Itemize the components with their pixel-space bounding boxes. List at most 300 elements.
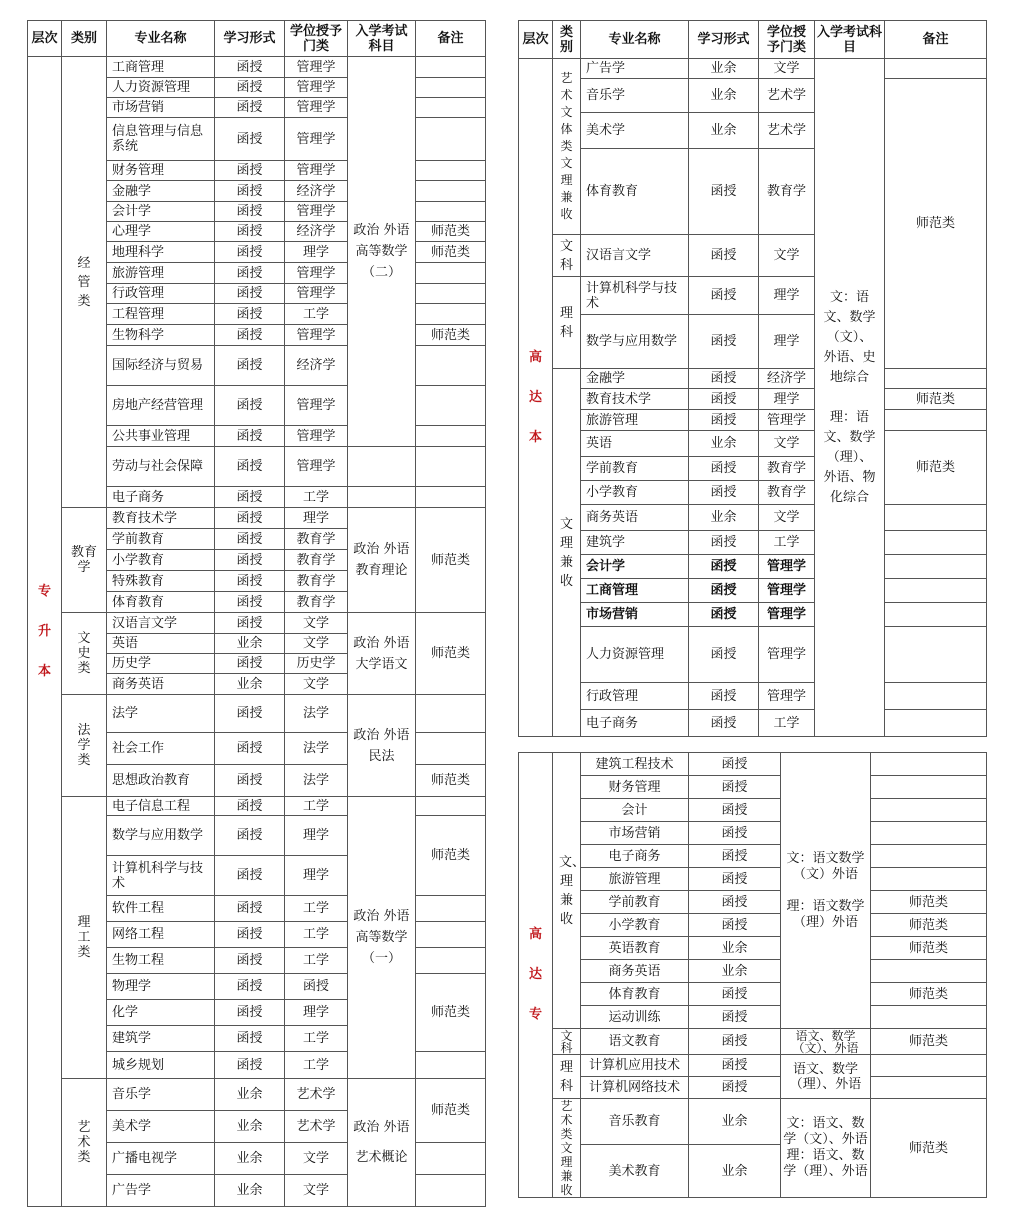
study-form: 函授 <box>689 315 759 369</box>
header-cell: 入学考试科目 <box>348 21 416 57</box>
major-name: 电子商务 <box>581 845 689 868</box>
major-name: 行政管理 <box>107 284 215 304</box>
study-form: 函授 <box>215 797 285 816</box>
study-form: 函授 <box>689 555 759 579</box>
category-label: 文史类 <box>62 613 107 695</box>
note: 师范类 <box>885 431 987 505</box>
degree-type: 管理学 <box>285 263 348 284</box>
study-form: 函授 <box>689 822 781 845</box>
table-row <box>519 505 987 531</box>
note: 师范类 <box>416 613 486 695</box>
major-name: 广播电视学 <box>107 1143 215 1175</box>
note <box>885 555 987 579</box>
degree-type: 管理学 <box>285 386 348 426</box>
major-name: 商务英语 <box>107 674 215 695</box>
degree-type: 文学 <box>285 634 348 654</box>
exam-subjects: 政治 外语 大学语文 <box>348 613 416 695</box>
table-row <box>519 1055 987 1077</box>
study-form: 业余 <box>689 1145 781 1198</box>
note <box>416 733 486 765</box>
note <box>416 346 486 386</box>
major-name: 财务管理 <box>107 161 215 181</box>
degree-type: 管理学 <box>285 202 348 222</box>
note <box>885 710 987 737</box>
note <box>885 531 987 555</box>
header-cell: 备注 <box>416 21 486 57</box>
study-form: 函授 <box>215 613 285 634</box>
study-form: 函授 <box>689 603 759 627</box>
study-form: 函授 <box>689 753 781 776</box>
major-name: 学前教育 <box>581 891 689 914</box>
study-form: 函授 <box>689 1055 781 1077</box>
note: 师范类 <box>871 891 987 914</box>
degree-type: 管理学 <box>285 57 348 78</box>
note <box>871 1077 987 1099</box>
major-name: 会计 <box>581 799 689 822</box>
study-form: 函授 <box>215 1052 285 1079</box>
note <box>416 78 486 98</box>
category-label: 法学类 <box>62 695 107 797</box>
category-label: 文理兼收 <box>553 369 581 737</box>
study-form: 函授 <box>215 98 285 118</box>
major-name: 金融学 <box>581 369 689 389</box>
degree-type: 理学 <box>285 508 348 529</box>
study-form: 函授 <box>215 550 285 571</box>
note <box>871 845 987 868</box>
note <box>416 896 486 922</box>
level-label: 专升本 <box>28 57 62 1207</box>
major-name: 小学教育 <box>581 481 689 505</box>
study-form: 业余 <box>689 1099 781 1145</box>
degree-type: 函授 <box>285 974 348 1000</box>
exam-subjects: 政治 外语 高等数学（二） <box>348 57 416 447</box>
study-form: 函授 <box>215 242 285 263</box>
degree-type: 法学 <box>285 765 348 797</box>
header-cell: 专业名称 <box>581 21 689 59</box>
note <box>416 386 486 426</box>
major-name: 会计学 <box>107 202 215 222</box>
major-name: 公共事业管理 <box>107 426 215 447</box>
table-zhuanshengben <box>27 20 486 1207</box>
category-label: 教育学 <box>62 508 107 613</box>
study-form: 函授 <box>215 222 285 242</box>
study-form: 函授 <box>689 710 759 737</box>
major-name: 音乐教育 <box>581 1099 689 1145</box>
study-form: 函授 <box>215 765 285 797</box>
study-form: 函授 <box>689 683 759 710</box>
exam-subjects: 政治 外语 高等数学（一） <box>348 797 416 1079</box>
study-form: 函授 <box>689 914 781 937</box>
note <box>416 695 486 733</box>
study-form: 函授 <box>689 579 759 603</box>
major-name: 学前教育 <box>581 457 689 481</box>
table-row <box>519 799 987 822</box>
degree-type: 理学 <box>759 389 815 410</box>
note <box>416 202 486 222</box>
study-form: 函授 <box>215 487 285 508</box>
note: 师范类 <box>871 914 987 937</box>
degree-type: 管理学 <box>759 579 815 603</box>
table-row <box>28 508 486 529</box>
study-form: 函授 <box>215 118 285 161</box>
exam-subjects <box>348 447 416 487</box>
major-name: 历史学 <box>107 654 215 674</box>
note <box>885 683 987 710</box>
major-name: 商务英语 <box>581 505 689 531</box>
major-name: 英语教育 <box>581 937 689 960</box>
table-row <box>519 1099 987 1145</box>
major-name: 计算机科学与技术 <box>107 856 215 896</box>
note <box>416 948 486 974</box>
category-label: 文科 <box>553 235 581 277</box>
exam-subjects: 文：语文数学（文）外语 理：语文数学（理）外语 <box>781 753 871 1029</box>
study-form: 函授 <box>689 481 759 505</box>
study-form: 函授 <box>689 410 759 431</box>
study-form: 函授 <box>215 654 285 674</box>
study-form: 函授 <box>689 1029 781 1055</box>
note <box>871 960 987 983</box>
degree-type: 经济学 <box>285 346 348 386</box>
category-label: 理工类 <box>62 797 107 1079</box>
degree-type: 艺术学 <box>759 113 815 149</box>
note <box>416 1175 486 1207</box>
table-row <box>519 822 987 845</box>
study-form: 函授 <box>689 389 759 410</box>
degree-type: 文学 <box>285 674 348 695</box>
degree-type: 艺术学 <box>759 79 815 113</box>
major-name: 社会工作 <box>107 733 215 765</box>
note <box>416 161 486 181</box>
note: 师范类 <box>885 389 987 410</box>
table-row <box>519 845 987 868</box>
major-name: 教育技术学 <box>581 389 689 410</box>
table-row <box>519 627 987 683</box>
header-cell: 类别 <box>553 21 581 59</box>
major-name: 体育教育 <box>107 592 215 613</box>
major-name: 汉语言文学 <box>107 613 215 634</box>
major-name: 计算机科学与技术 <box>581 277 689 315</box>
note <box>416 487 486 508</box>
header-cell: 学位授予门类 <box>759 21 815 59</box>
note <box>871 799 987 822</box>
note: 师范类 <box>871 983 987 1006</box>
table-row <box>519 1077 987 1099</box>
table-row <box>519 79 987 113</box>
table-row <box>519 960 987 983</box>
table-row <box>519 59 987 79</box>
major-name: 软件工程 <box>107 896 215 922</box>
study-form: 函授 <box>689 369 759 389</box>
degree-type: 教育学 <box>285 571 348 592</box>
table-header <box>519 21 987 59</box>
major-name: 城乡规划 <box>107 1052 215 1079</box>
degree-type: 教育学 <box>759 457 815 481</box>
degree-type: 法学 <box>285 695 348 733</box>
study-form: 函授 <box>215 695 285 733</box>
study-form: 业余 <box>689 79 759 113</box>
note <box>416 284 486 304</box>
major-name: 信息管理与信息系统 <box>107 118 215 161</box>
table-row <box>519 603 987 627</box>
study-form: 函授 <box>215 181 285 202</box>
degree-type: 管理学 <box>759 555 815 579</box>
table-gaodazhuan <box>518 752 987 1198</box>
degree-type: 工学 <box>285 948 348 974</box>
major-name: 电子商务 <box>581 710 689 737</box>
note <box>871 1055 987 1077</box>
note: 师范类 <box>416 222 486 242</box>
table-row <box>519 776 987 799</box>
study-form: 函授 <box>689 799 781 822</box>
study-form: 业余 <box>689 113 759 149</box>
study-form: 函授 <box>689 845 781 868</box>
note <box>416 118 486 161</box>
major-name: 人力资源管理 <box>107 78 215 98</box>
major-name: 生物科学 <box>107 325 215 346</box>
table-header <box>28 21 486 57</box>
table-row <box>28 613 486 634</box>
exam-subjects: 文：语文、数学（文）、外语 理：语文、数学（理）、外语 <box>781 1099 871 1198</box>
note <box>416 304 486 325</box>
major-name: 小学教育 <box>107 550 215 571</box>
major-name: 特殊教育 <box>107 571 215 592</box>
study-form: 业余 <box>215 1175 285 1207</box>
study-form: 函授 <box>689 868 781 891</box>
major-name: 学前教育 <box>107 529 215 550</box>
major-name: 商务英语 <box>581 960 689 983</box>
major-name: 美术学 <box>107 1111 215 1143</box>
level-label: 高达本 <box>519 59 553 737</box>
study-form: 函授 <box>215 896 285 922</box>
study-form: 函授 <box>215 1026 285 1052</box>
category-label: 艺术文体类文理兼收 <box>553 59 581 235</box>
note <box>885 579 987 603</box>
major-name: 物理学 <box>107 974 215 1000</box>
note: 师范类 <box>885 79 987 369</box>
degree-type: 管理学 <box>759 683 815 710</box>
major-name: 国际经济与贸易 <box>107 346 215 386</box>
study-form: 函授 <box>215 263 285 284</box>
note <box>885 627 987 683</box>
degree-type: 管理学 <box>285 98 348 118</box>
degree-type: 工学 <box>759 710 815 737</box>
degree-type: 教育学 <box>285 550 348 571</box>
degree-type: 管理学 <box>285 426 348 447</box>
major-name: 旅游管理 <box>581 410 689 431</box>
header-cell: 学位授予门类 <box>285 21 348 57</box>
major-name: 行政管理 <box>581 683 689 710</box>
note <box>416 1052 486 1079</box>
table-row <box>519 891 987 914</box>
degree-type: 文学 <box>285 1175 348 1207</box>
degree-type: 工学 <box>285 304 348 325</box>
table-row <box>519 369 987 389</box>
study-form: 业余 <box>689 431 759 457</box>
degree-type: 工学 <box>285 1052 348 1079</box>
table-row <box>519 683 987 710</box>
study-form: 函授 <box>689 627 759 683</box>
note: 师范类 <box>416 816 486 896</box>
table-gaodaben <box>518 20 987 737</box>
table-row <box>28 695 486 733</box>
major-name: 人力资源管理 <box>581 627 689 683</box>
note <box>416 181 486 202</box>
note <box>416 263 486 284</box>
major-name: 小学教育 <box>581 914 689 937</box>
degree-type: 管理学 <box>759 627 815 683</box>
study-form: 函授 <box>215 304 285 325</box>
category-label: 文科 <box>553 1029 581 1055</box>
major-name: 建筑工程技术 <box>581 753 689 776</box>
study-form: 函授 <box>689 531 759 555</box>
degree-type: 理学 <box>285 242 348 263</box>
degree-type: 文学 <box>759 431 815 457</box>
study-form: 函授 <box>215 974 285 1000</box>
degree-type: 工学 <box>759 531 815 555</box>
degree-type: 管理学 <box>285 447 348 487</box>
major-name: 地理科学 <box>107 242 215 263</box>
table-row <box>519 531 987 555</box>
study-form: 函授 <box>215 346 285 386</box>
study-form: 函授 <box>689 149 759 235</box>
note: 师范类 <box>416 508 486 613</box>
major-name: 旅游管理 <box>107 263 215 284</box>
degree-type: 文学 <box>285 613 348 634</box>
study-form: 业余 <box>215 1079 285 1111</box>
study-form: 函授 <box>215 922 285 948</box>
table-row <box>519 868 987 891</box>
note <box>416 98 486 118</box>
major-name: 网络工程 <box>107 922 215 948</box>
level-label: 高达专 <box>519 753 553 1198</box>
study-form: 业余 <box>689 59 759 79</box>
major-name: 市场营销 <box>581 603 689 627</box>
major-name: 劳动与社会保障 <box>107 447 215 487</box>
degree-type: 文学 <box>759 59 815 79</box>
note <box>416 922 486 948</box>
note: 师范类 <box>416 974 486 1052</box>
major-name: 心理学 <box>107 222 215 242</box>
note <box>885 603 987 627</box>
study-form: 函授 <box>689 1077 781 1099</box>
exam-subjects: 语文、数学（理）、外语 <box>781 1055 871 1099</box>
major-name: 电子信息工程 <box>107 797 215 816</box>
major-name: 体育教育 <box>581 149 689 235</box>
major-name: 计算机应用技术 <box>581 1055 689 1077</box>
exam-subjects: 政治 外语 教育理论 <box>348 508 416 613</box>
major-name: 思想政治教育 <box>107 765 215 797</box>
major-name: 教育技术学 <box>107 508 215 529</box>
major-name: 汉语言文学 <box>581 235 689 277</box>
degree-type: 教育学 <box>759 149 815 235</box>
degree-type: 文学 <box>759 235 815 277</box>
study-form: 函授 <box>215 948 285 974</box>
header-cell: 类别 <box>62 21 107 57</box>
study-form: 函授 <box>689 891 781 914</box>
table-row <box>519 389 987 410</box>
major-name: 市场营销 <box>107 98 215 118</box>
study-form: 函授 <box>215 202 285 222</box>
study-form: 函授 <box>215 78 285 98</box>
study-form: 函授 <box>689 277 759 315</box>
major-name: 电子商务 <box>107 487 215 508</box>
study-form: 函授 <box>215 571 285 592</box>
table-row <box>519 555 987 579</box>
degree-type: 理学 <box>285 816 348 856</box>
degree-type: 法学 <box>285 733 348 765</box>
note <box>871 1006 987 1029</box>
degree-type: 文学 <box>759 505 815 531</box>
major-name: 体育教育 <box>581 983 689 1006</box>
table-row <box>519 410 987 431</box>
major-name: 音乐学 <box>581 79 689 113</box>
degree-type: 理学 <box>285 856 348 896</box>
note: 师范类 <box>416 325 486 346</box>
study-form: 函授 <box>689 1006 781 1029</box>
study-form: 业余 <box>689 960 781 983</box>
major-name: 运动训练 <box>581 1006 689 1029</box>
major-name: 英语 <box>107 634 215 654</box>
degree-type: 经济学 <box>285 181 348 202</box>
study-form: 函授 <box>689 983 781 1006</box>
header-cell: 备注 <box>885 21 987 59</box>
table-row <box>519 710 987 737</box>
study-form: 业余 <box>689 937 781 960</box>
table-row <box>519 983 987 1006</box>
study-form: 函授 <box>215 57 285 78</box>
degree-type: 理学 <box>759 277 815 315</box>
note <box>885 410 987 431</box>
note <box>416 426 486 447</box>
degree-type: 管理学 <box>759 603 815 627</box>
degree-type: 理学 <box>759 315 815 369</box>
note: 师范类 <box>416 242 486 263</box>
note: 师范类 <box>871 1099 987 1198</box>
major-name: 美术学 <box>581 113 689 149</box>
major-name: 建筑学 <box>107 1026 215 1052</box>
study-form: 函授 <box>215 325 285 346</box>
note <box>871 822 987 845</box>
category-label: 经管类 <box>62 57 107 508</box>
degree-type: 教育学 <box>759 481 815 505</box>
major-name: 工商管理 <box>581 579 689 603</box>
note: 师范类 <box>871 1029 987 1055</box>
study-form: 函授 <box>215 856 285 896</box>
exam-subjects: 政治 外语 艺术概论 <box>348 1079 416 1207</box>
category-label: 艺术类 <box>62 1079 107 1207</box>
study-form: 函授 <box>689 776 781 799</box>
degree-type: 工学 <box>285 922 348 948</box>
header-cell: 学习形式 <box>215 21 285 57</box>
note: 师范类 <box>416 1079 486 1143</box>
major-name: 计算机网络技术 <box>581 1077 689 1099</box>
degree-type: 艺术学 <box>285 1111 348 1143</box>
note <box>416 447 486 487</box>
degree-type: 历史学 <box>285 654 348 674</box>
major-name: 语文教育 <box>581 1029 689 1055</box>
note <box>871 776 987 799</box>
header-cell: 学习形式 <box>689 21 759 59</box>
major-name: 工商管理 <box>107 57 215 78</box>
header-cell: 入学考试科目 <box>815 21 885 59</box>
category-label: 艺术类文理兼收 <box>553 1099 581 1198</box>
note <box>885 369 987 389</box>
note <box>871 868 987 891</box>
header-cell: 层次 <box>28 21 62 57</box>
study-form: 函授 <box>215 733 285 765</box>
degree-type: 工学 <box>285 797 348 816</box>
major-name: 会计学 <box>581 555 689 579</box>
